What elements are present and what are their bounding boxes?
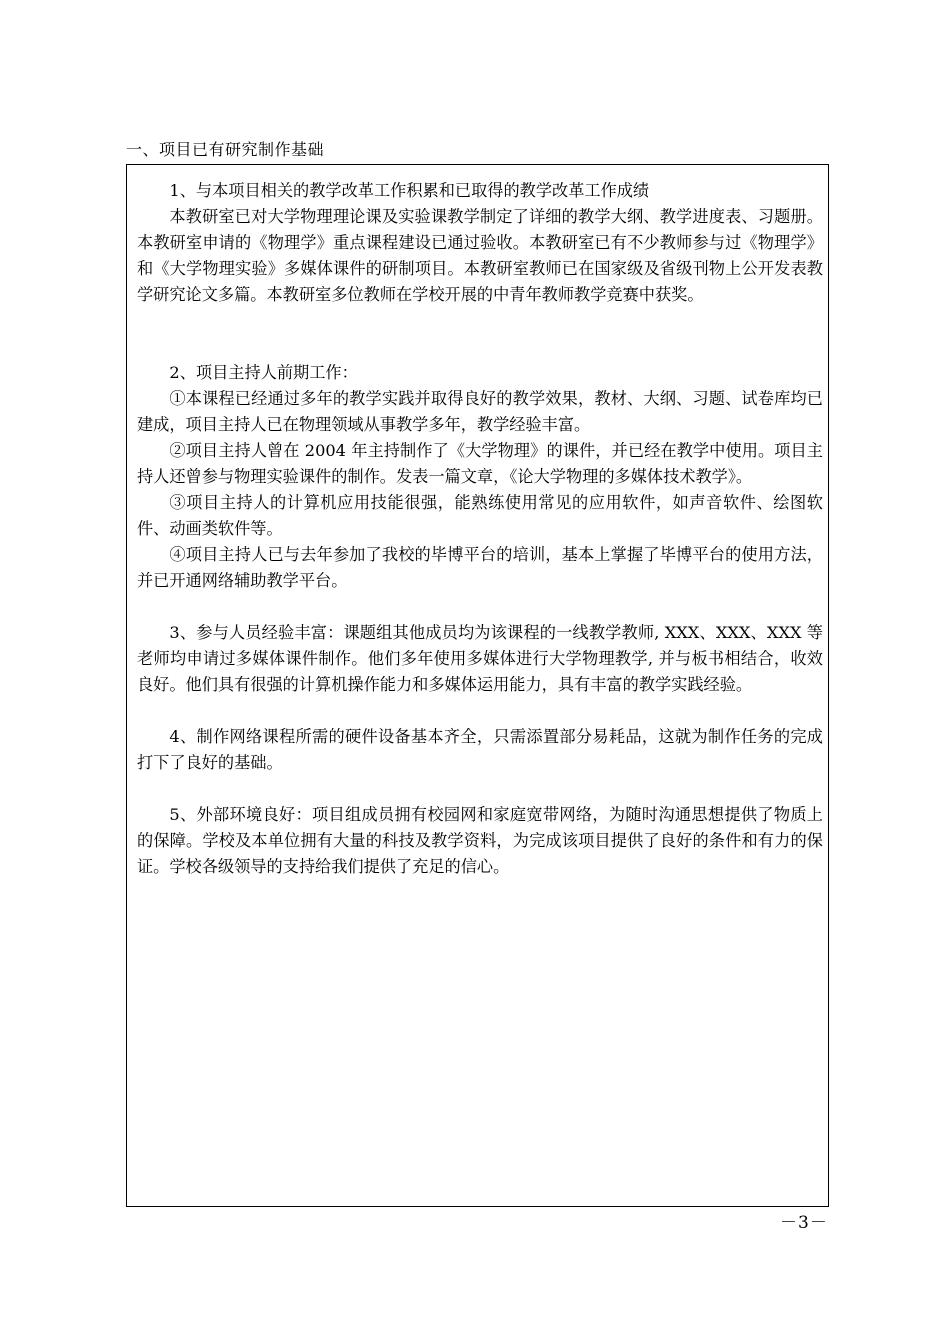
spacer xyxy=(137,594,823,620)
spacer xyxy=(137,698,823,724)
spacer xyxy=(137,776,823,802)
spacer xyxy=(137,308,823,360)
page-number: －3－ xyxy=(780,1213,828,1233)
section3-paragraph: 3、参与人员经验丰富：课题组其他成员均为该课程的一线教学教师, XXX、XXX、XXX 等老师均申请过多媒体课件制作。他们多年使用多媒体进行大学物理教学, 并与板书相结合，收效良好。他们具有很强的计算机操作能力和多媒体运用能力，具有丰富的教学实践经验。 xyxy=(137,623,823,694)
section5-paragraph: 5、外部环境良好：项目组成员拥有校园网和家庭宽带网络，为随时沟通思想提供了物质上的保障。学校及本单位拥有大量的科技及教学资料，为完成该项目提供了良好的条件和有力的保证。学校各级领导的支持给我们提供了充足的信心。 xyxy=(137,805,823,876)
section2-item: ②项目主持人曾在 2004 年主持制作了《大学物理》的课件，并已经在教学中使用。项目主持人还曾参与物理实验课件的制作。发表一篇文章，《论大学物理的多媒体技术教学》。 xyxy=(137,441,823,486)
section-heading: 一、项目已有研究制作基础 xyxy=(126,140,325,159)
section2-item: ①本课程已经通过多年的教学实践并取得良好的教学效果，教材、大纲、习题、试卷库均已建成，项目主持人已在物理领域从事教学多年，教学经验丰富。 xyxy=(137,389,823,434)
section2-item: ③项目主持人的计算机应用技能很强，能熟练使用常见的应用软件，如声音软件、绘图软件、动画类软件等。 xyxy=(137,493,823,538)
section2-item: ④项目主持人已与去年参加了我校的毕博平台的培训，基本上掌握了毕博平台的使用方法，并已开通网络辅助教学平台。 xyxy=(137,545,823,590)
section1-body: 本教研室已对大学物理理论课及实验课教学制定了详细的教学大纲、教学进度表、习题册。本教研室申请的《物理学》重点课程建设已通过验收。本教研室已有不少教师参与过《物理学》和《大学物理实验》多媒体课件的研制项目。本教研室教师已在国家级及省级刊物上公开发表教学研究论文多篇。本教研室多位教师在学校开展的中青年教师教学竞赛中获奖。 xyxy=(137,207,823,304)
section2-title: 2、项目主持人前期工作： xyxy=(169,363,358,382)
section4-paragraph: 4、制作网络课程所需的硬件设备基本齐全，只需添置部分易耗品，这就为制作任务的完成打下了良好的基础。 xyxy=(137,727,823,772)
section1-title: 1、与本项目相关的教学改革工作积累和已取得的教学改革工作成绩 xyxy=(169,181,650,200)
content-body xyxy=(137,178,823,880)
